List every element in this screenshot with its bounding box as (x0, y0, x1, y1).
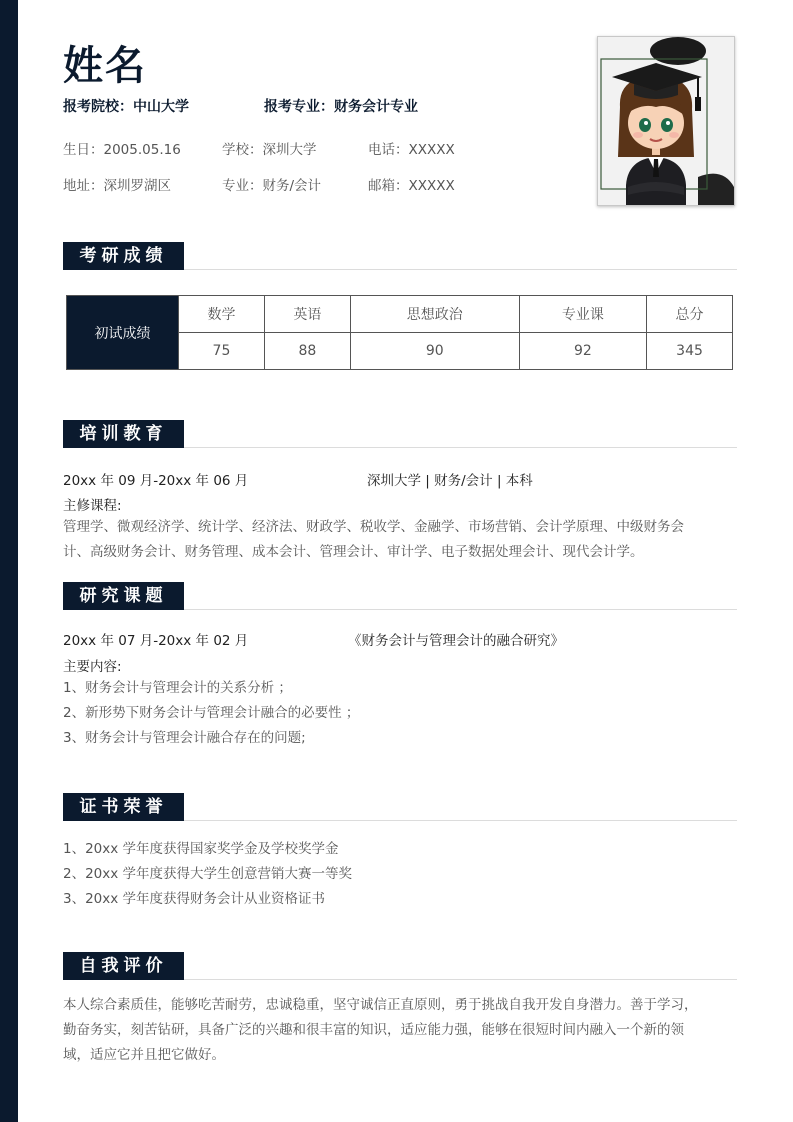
section-title-certificates: 证书荣誉 (63, 793, 184, 821)
info-phone: 电话：XXXXX (368, 142, 455, 158)
section-divider (184, 820, 737, 821)
profile-photo (597, 36, 735, 206)
subject-header: 思想政治 (350, 296, 519, 333)
research-content-label: 主要内容: (63, 659, 122, 675)
score-value: 75 (179, 333, 265, 370)
self-eval-line: 本人综合素质佳，能够吃苦耐劳，忠诚稳重，坚守诚信正直原则，勇于挑战自我开发自身潜力。善于学习， (63, 997, 698, 1013)
info-major: 专业：财务/会计 (222, 178, 322, 194)
section-divider (184, 269, 737, 270)
research-topic: 《财务会计与管理会计的融合研究》 (348, 633, 564, 649)
education-period: 20xx 年 09 月-20xx 年 06 月 (63, 473, 249, 489)
graduate-avatar-icon (598, 37, 734, 205)
list-item: 3、财务会计与管理会计融合存在的问题; (63, 730, 306, 746)
self-eval-line: 勤奋务实，刻苦钻研，具备广泛的兴趣和很丰富的知识，适应能力强，能够在很短时间内融入一个新的领 (63, 1022, 684, 1038)
education-school-info: 深圳大学 | 财务/会计 | 本科 (367, 473, 533, 489)
info-birthday: 生日：2005.05.16 (63, 142, 181, 158)
section-title-scores: 考研成绩 (63, 242, 184, 270)
scores-row-label: 初试成绩 (67, 296, 179, 370)
table-row (67, 296, 733, 333)
self-eval-line: 域，适应它并且把它做好。 (63, 1047, 225, 1063)
score-value: 90 (350, 333, 519, 370)
section-title-self-eval: 自我评价 (63, 952, 184, 980)
section-divider (184, 609, 737, 610)
scores-table (66, 295, 733, 370)
subject-header: 英语 (264, 296, 350, 333)
research-period: 20xx 年 07 月-20xx 年 02 月 (63, 633, 249, 649)
info-address: 地址：深圳罗湖区 (63, 178, 171, 194)
subject-header: 专业课 (519, 296, 646, 333)
apply-major: 报考专业：财务会计专业 (264, 99, 418, 115)
info-email: 邮箱：XXXXX (368, 178, 455, 194)
section-title-education: 培训教育 (63, 420, 184, 448)
score-value: 88 (264, 333, 350, 370)
score-value: 345 (647, 333, 733, 370)
subject-header: 总分 (647, 296, 733, 333)
section-divider (184, 447, 737, 448)
list-item: 3、20xx 学年度获得财务会计从业资格证书 (63, 891, 326, 907)
subject-header: 数学 (179, 296, 265, 333)
list-item: 1、20xx 学年度获得国家奖学金及学校奖学金 (63, 841, 339, 857)
list-item: 2、20xx 学年度获得大学生创意营销大赛一等奖 (63, 866, 353, 882)
score-value: 92 (519, 333, 646, 370)
list-item: 2、新形势下财务会计与管理会计融合的必要性 ； (63, 705, 360, 721)
candidate-name: 姓名 (63, 43, 147, 89)
courses-line: 管理学、微观经济学、统计学、经济法、财政学、税收学、金融学、市场营销、会计学原理、中级财务会 (63, 519, 684, 535)
info-school: 学校：深圳大学 (222, 142, 317, 158)
list-item: 1、财务会计与管理会计的关系分析 ； (63, 680, 292, 696)
courses-line: 计、高级财务会计、财务管理、成本会计、管理会计、审计学、电子数据处理会计、现代会计学。 (63, 544, 644, 560)
section-title-research: 研究课题 (63, 582, 184, 610)
apply-school: 报考院校：中山大学 (63, 99, 189, 115)
side-accent-bar (0, 0, 18, 1122)
courses-label: 主修课程: (63, 498, 122, 514)
section-divider (184, 979, 737, 980)
